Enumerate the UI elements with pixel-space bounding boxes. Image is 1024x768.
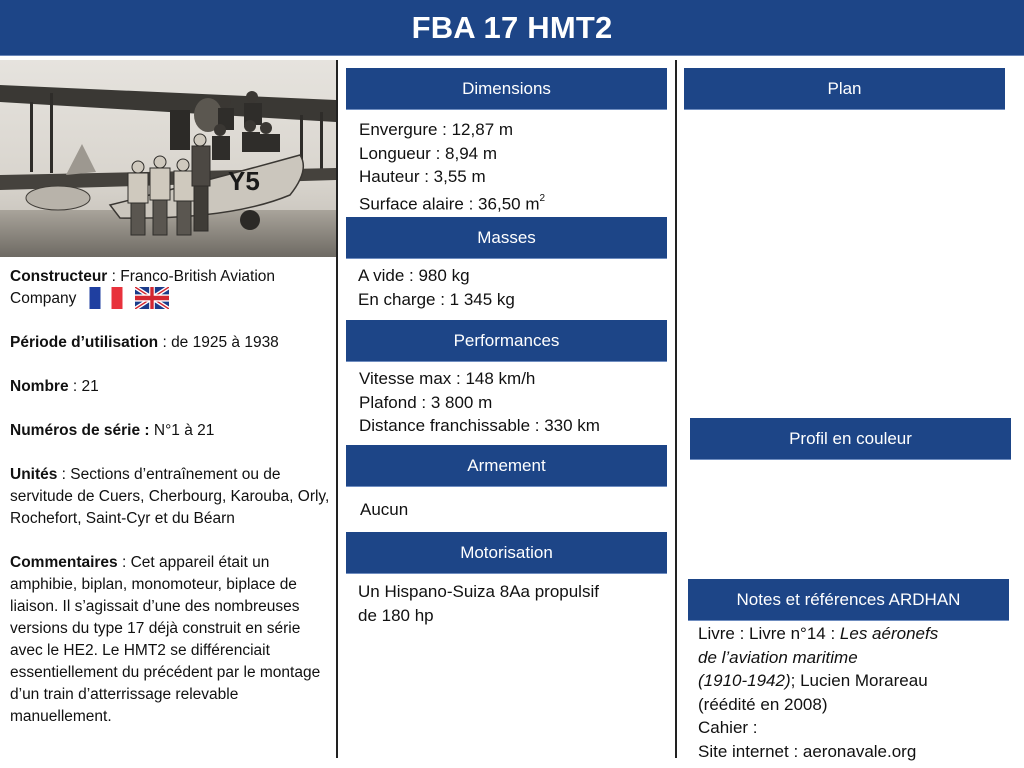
periode-label: Période d’utilisation <box>10 334 159 352</box>
page-title: FBA 17 HMT2 <box>411 9 613 45</box>
performances-header: Performances <box>346 320 667 362</box>
periode-value: de 1925 à 1938 <box>171 334 279 352</box>
constructeur-row: Constructeur : Franco-British Aviation Company <box>10 268 276 308</box>
uk-flag-icon <box>135 287 169 309</box>
notes-body <box>698 622 1016 763</box>
profil-header: Profil en couleur <box>690 418 1011 460</box>
commentaires-label: Commentaires <box>10 554 118 572</box>
plan-header: Plan <box>684 68 1005 110</box>
periode-row: Période d’utilisation : de 1925 à 1938 <box>10 334 279 352</box>
armement-body <box>360 498 665 522</box>
column-divider-right <box>675 60 677 758</box>
performances-body <box>359 367 664 438</box>
surface-alaire: Surface alaire : 36,50 $m^2$ <box>359 192 546 214</box>
commentaires-value: Cet appareil était un amphibie, biplan, monomoteur, biplace de liaison. Il s’agissait d’une des nombreuses versions du type 17 déjà construit en série avec le HE2. Le HMT2 se différenciait essentiellement du précédent par le montage d’un train d’atterrissage relevable manuellement. <box>10 554 321 726</box>
livre-title: Les aéronefs <box>839 624 939 643</box>
nombre-label: Nombre <box>10 378 69 396</box>
dimensions-header: Dimensions <box>346 68 667 110</box>
longueur: Longueur : 8,94 m <box>359 143 497 163</box>
hauteur: Hauteur : 3,55 m <box>359 167 486 186</box>
envergure: Envergure : 12,87 m <box>359 120 514 139</box>
motorisation-body <box>358 580 663 627</box>
numeros-value: N°1 à 21 <box>153 422 215 440</box>
motorisation-header: Motorisation <box>346 532 667 574</box>
unites-value: Sections d’entraînement ou de servitude de Cuers, Cherbourg, Karouba, Orly, Rochefort, Saint-Cyr et du Béarn <box>10 466 330 528</box>
title-bar <box>0 0 1024 56</box>
masses-header: Masses <box>346 217 667 259</box>
nombre-row: Nombre : 21 <box>10 378 99 396</box>
flags <box>89 287 169 309</box>
livre-line-3: (1910-1942); Lucien Morareau <box>698 671 928 690</box>
unites-row: Unités : Sections d’entraînement ou de servitude de Cuers, Cherbourg, Karouba, Orly, Rochefort, Saint-Cyr et du Béarn <box>10 466 330 528</box>
aircraft-photo-image <box>0 60 336 257</box>
general-info <box>10 266 332 750</box>
armement-value: Aucun <box>360 500 409 519</box>
column-divider-left <box>336 60 338 758</box>
reedite: (réédité en 2008) <box>698 694 828 714</box>
constructeur-label: Constructeur <box>10 268 108 285</box>
masses-body <box>358 264 663 311</box>
nombre-value: 21 <box>81 378 99 396</box>
svg-text:Y5: Y5 <box>228 166 260 196</box>
moteur-line-1: Un Hispano-Suiza 8Aa propulsif <box>358 582 599 601</box>
a-vide: A vide : 980 kg <box>358 266 470 285</box>
livre-line-1: Livre : Livre n°14 : Les aéronefs <box>698 624 939 643</box>
distance-franchissable: Distance franchissable : 330 km <box>359 416 600 435</box>
numeros-row <box>10 420 332 442</box>
commentaires-row: Commentaires : Cet appareil était un amphibie, biplan, monomoteur, biplace de liaison. Il s’agissait d’une des nombreuses versions du type 17 déjà construit en série avec le HE2. Le HMT2 se différenciait essentiellement du précédent par le montage d’un train d’atterrissage relevable manuellement. <box>10 554 321 726</box>
constructeur-value: Franco-British Aviation Company <box>10 268 276 308</box>
moteur-line-2: de 180 hp <box>358 605 434 625</box>
livre-line-2: de l’aviation maritime <box>698 647 858 667</box>
dimensions-body <box>359 118 664 216</box>
armement-header: Armement <box>346 445 667 487</box>
notes-header: Notes et références ARDHAN <box>688 579 1009 621</box>
en-charge: En charge : 1 345 kg <box>358 289 515 309</box>
unites-label: Unités <box>10 466 58 484</box>
vitesse-max: Vitesse max : 148 km/h <box>359 369 536 388</box>
aircraft-photo <box>0 60 336 257</box>
numeros-label: Numéros de série : <box>10 422 150 440</box>
site-internet: Site internet : aeronavale.org <box>698 741 917 761</box>
france-flag-icon <box>89 287 123 309</box>
plafond: Plafond : 3 800 m <box>359 392 493 412</box>
cahier: Cahier : <box>698 718 758 737</box>
